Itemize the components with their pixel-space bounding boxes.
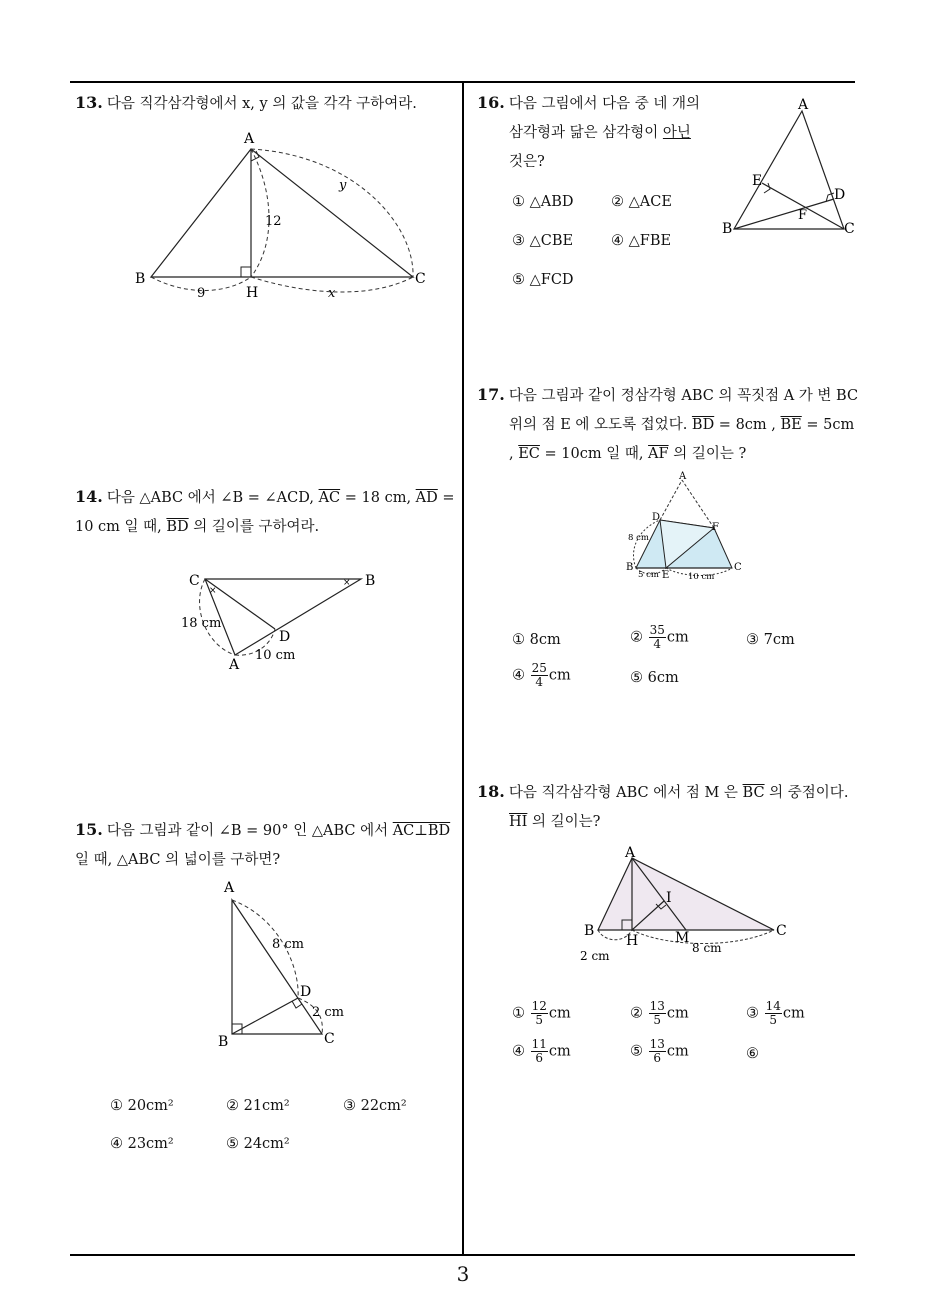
choice-4[interactable] [512,1038,571,1065]
label-C: C [189,573,200,589]
page-number: 3 [456,1262,470,1286]
question-text: = 8cm , [714,417,781,433]
denominator: 5 [535,1013,544,1027]
fraction [649,1000,666,1027]
choice-3[interactable] [746,1000,805,1027]
column-divider [462,81,464,1256]
choice-1[interactable]: ① △ABD [512,194,574,210]
label-B: B [626,562,634,573]
label-B: B [218,1034,229,1050]
choice-5[interactable]: ⑤ 6cm [630,670,679,686]
question-text: = 10cm 일 때, [539,446,649,462]
choice-marker: ② [630,629,643,646]
choice-1[interactable]: ① 20cm² [110,1098,174,1114]
numerator: 35 [649,623,665,637]
denominator: 4 [535,675,544,689]
label-bh: 9 [197,286,206,301]
label-C: C [776,923,787,939]
question-number: 17. [477,385,505,404]
question-text: = 5cm [801,417,855,433]
question-18 [477,777,867,837]
fraction [649,1038,666,1065]
label-D: D [652,512,661,523]
denominator: 5 [769,1013,778,1027]
question-number: 15. [75,820,103,839]
label-D: D [834,187,846,203]
choice-marker: ② [630,1005,643,1022]
label-ac: y [339,178,347,193]
question-text: 의 길이는 ? [668,446,747,462]
question-13 [75,88,455,119]
q15-choices [110,1098,450,1158]
label-E: E [662,570,670,581]
question-text: 의 길이를 구하여라. [188,519,320,535]
segment-AC: $\overline{AC}$ [318,490,341,506]
question-text: 의 길이는? [527,814,601,830]
question-number: 18. [477,782,505,801]
choice-4[interactable]: ④ △FBE [611,233,672,249]
numerator: 13 [649,1037,665,1051]
label-B: B [365,573,376,589]
label-C: C [415,271,426,287]
segment-BD: $\overline{BD}$ [691,417,715,433]
question-number: 13. [75,93,103,112]
q18-figure [578,842,798,971]
label-A: A [244,131,255,147]
segment-HI: $\overline{HI}$ [509,814,528,830]
label-M: M [675,930,690,946]
label-bh: 2 cm [580,949,610,963]
label-E: E [752,173,763,189]
q17-choices [512,624,842,704]
choice-2[interactable]: ② 21cm² [226,1098,290,1114]
question-number: 14. [75,487,103,506]
unit: cm [666,1005,689,1022]
numerator: 12 [531,999,547,1013]
segment-EC: $\overline{EC}$ [518,446,540,462]
question-text: 것은? [509,154,545,170]
label-ec: 10 cm [688,572,715,582]
label-ah: 12 [265,214,282,229]
question-text: 다음 그림과 같이 ∠B = 90° 인 △ABC 에서 [106,823,393,839]
question-text: = [437,490,455,506]
label-C: C [324,1031,335,1047]
q15-figure [210,878,360,1057]
label-A: A [798,97,809,113]
choice-3[interactable]: ③ 22cm² [343,1098,407,1114]
question-17 [477,380,867,469]
unit: cm [548,1043,571,1060]
svg-text:×: × [343,578,351,588]
q13-figure [125,125,445,309]
choice-5[interactable] [630,1038,689,1065]
unit: cm [666,1043,689,1060]
denominator: 5 [653,1013,662,1027]
label-ac: 18 cm [181,616,222,631]
choice-2[interactable]: ② △ACE [611,194,672,210]
choice-6[interactable]: ⑥ [746,1046,759,1062]
label-A: A [224,880,235,896]
label-hc: 8 cm [692,941,722,955]
label-ad: 10 cm [255,648,296,663]
label-D: D [300,984,312,1000]
question-text: 삼각형과 닮은 삼각형이 [509,125,663,141]
numerator: 25 [531,661,547,675]
fraction [765,1000,782,1027]
label-C: C [734,562,742,573]
choice-3[interactable]: ③ 7cm [746,632,795,648]
segment-BE: $\overline{BE}$ [780,417,802,433]
label-B: B [584,923,595,939]
question-text: 다음 그림과 같이 정삼각형 ABC 의 꼭짓점 A 가 변 BC [508,388,859,404]
q18-choices [512,1000,842,1080]
denominator: 6 [653,1051,662,1065]
question-15 [75,815,460,875]
svg-text:×: × [209,586,217,596]
label-A: A [625,845,636,861]
label-F: F [712,522,719,533]
unit: cm [548,667,571,684]
fraction [649,624,666,651]
label-hc: x [328,286,336,301]
choice-3[interactable]: ③ △CBE [512,233,574,249]
label-F: F [798,208,808,223]
choice-4[interactable] [512,662,571,689]
question-text: 10 cm 일 때, [75,519,167,535]
q14-figure [175,565,395,679]
fraction [531,1000,548,1027]
label-bd: 8 cm [628,533,649,543]
question-text: 위의 점 E 에 오도록 접었다. [509,417,692,433]
q16-choices [512,194,712,294]
unit: cm [782,1005,805,1022]
segment-AF: $\overline{AF}$ [648,446,669,462]
choice-1[interactable]: ① 8cm [512,632,561,648]
choice-1[interactable] [512,1000,571,1027]
label-ad: 8 cm [272,937,305,952]
q17-figure [620,468,760,590]
label-dc: 2 cm [312,1005,345,1020]
unit: cm [666,629,689,646]
choice-marker: ③ [746,1005,759,1022]
emphasis-not: 아닌 [662,125,691,141]
label-H: H [246,285,259,301]
choice-5[interactable]: ⑤ 24cm² [226,1136,290,1152]
choice-marker: ④ [512,667,525,684]
choice-2[interactable] [630,624,689,651]
question-text: 다음 그림에서 다음 중 네 개의 [508,96,700,112]
label-B: B [722,221,733,237]
question-text: 의 중점이다. [764,785,849,801]
label-H: H [626,933,639,949]
question-text: 다음 △ABC 에서 ∠B = ∠ACD, [106,490,319,506]
label-B: B [135,271,146,287]
q16-figure [720,95,860,249]
segment-AD: $\overline{AD}$ [415,490,438,506]
question-text: = 18 cm, [340,490,416,506]
question-text: 일 때, △ABC 의 넓이를 구하면? [75,852,281,868]
segment-BD: $\overline{BD}$ [166,519,189,535]
label-C: C [844,221,855,237]
question-16 [477,88,727,177]
choice-2[interactable] [630,1000,689,1027]
question-text: , [509,446,519,462]
numerator: 11 [531,1037,547,1051]
choice-marker: ⑤ [630,1043,643,1060]
numerator: 14 [765,999,781,1013]
question-14 [75,482,460,542]
choice-4[interactable]: ④ 23cm² [110,1136,174,1152]
numerator: 13 [649,999,665,1013]
question-number: 16. [477,93,505,112]
label-I: I [666,890,672,906]
fraction [531,662,548,689]
denominator: 4 [653,637,662,651]
fraction [531,1038,548,1065]
choice-5[interactable]: ⑤ △FCD [512,272,574,288]
label-A: A [229,657,240,673]
segment-BC: $\overline{BC}$ [742,785,765,801]
label-D: D [279,629,291,645]
choice-marker: ① [512,1005,525,1022]
denominator: 6 [535,1051,544,1065]
label-A: A [679,471,687,482]
unit: cm [548,1005,571,1022]
question-text: 다음 직각삼각형에서 x, y 의 값을 각각 구하여라. [106,96,417,112]
label-be: 5 cm [638,570,659,580]
segment-AC-perp-BD: AC⊥BD [392,823,451,839]
choice-marker: ④ [512,1043,525,1060]
question-text: 다음 직각삼각형 ABC 에서 점 M 은 [508,785,743,801]
